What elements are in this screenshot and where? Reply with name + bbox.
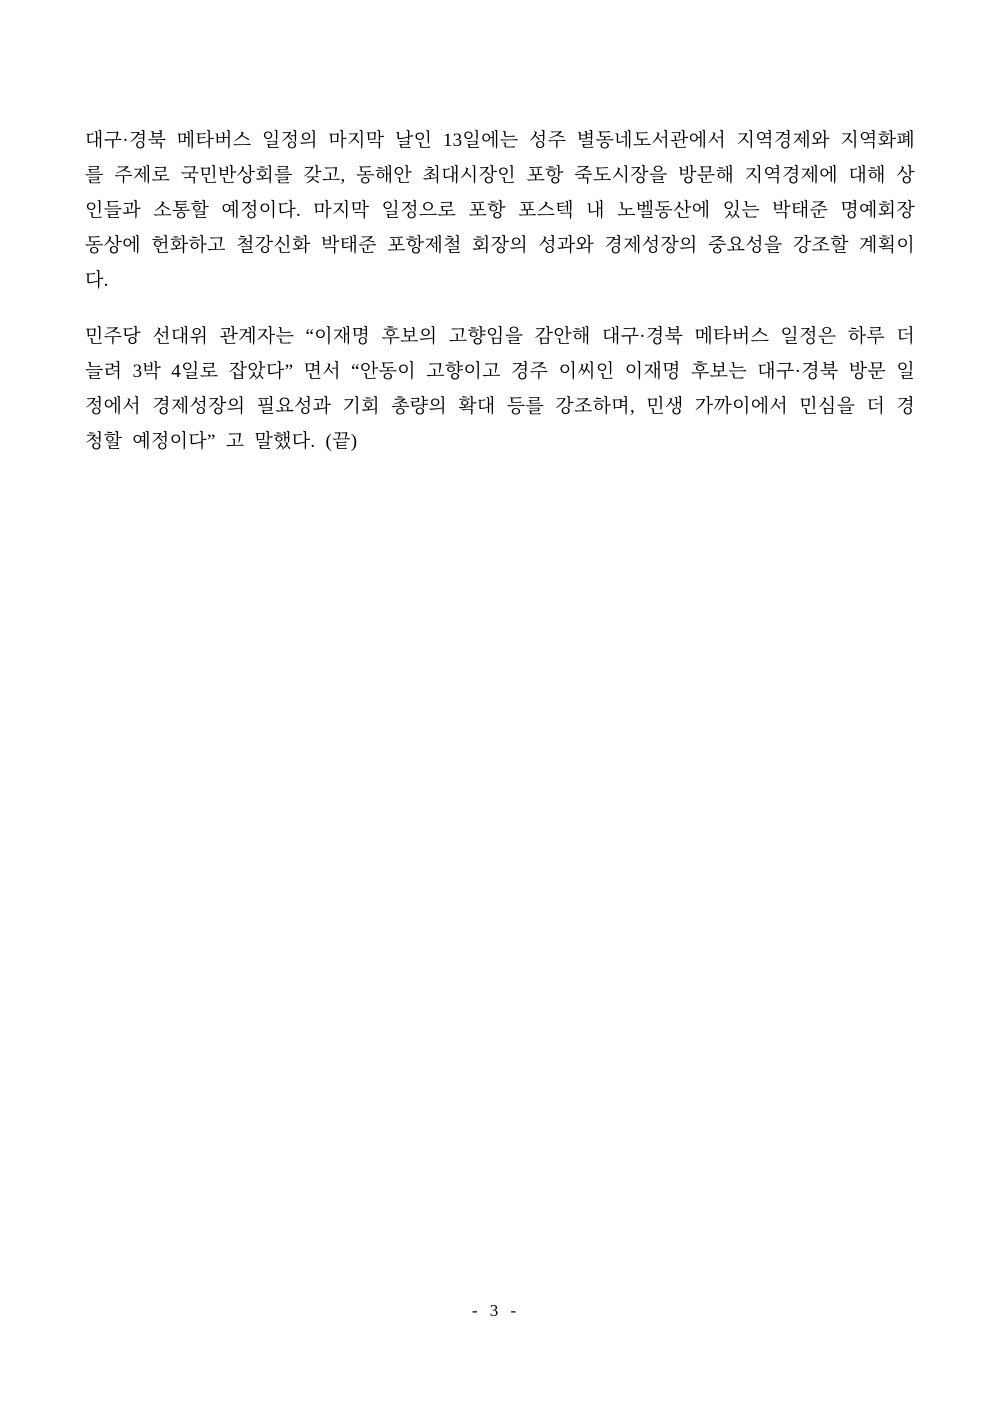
document-body bbox=[85, 123, 915, 459]
paragraph-schedule: 대구·경북 메타버스 일정의 마지막 날인 13일에는 성주 별동네도서관에서 지역경제와 지역화폐를 주제로 국민반상회를 갖고, 동해안 최대시장인 포항 죽도시장을 방문해 지역경제에 대해 상인들과 소통할 예정이다. 마지막 일정으로 포항 포스텍 내 노벨동산에 있는 박태준 명예회장 동상에 헌화하고 철강신화 박태준 포항제철 회장의 성과와 경제성장의 중요성을 강조할 계획이다. bbox=[85, 130, 915, 291]
page-number: - 3 - bbox=[471, 1301, 521, 1320]
paragraph-quote: 민주당 선대위 관계자는 “이재명 후보의 고향임을 감안해 대구·경북 메타버스 일정은 하루 더 늘려 3박 4일로 잡았다” 면서 “안동이 고향이고 경주 이씨인 이재명 후보는 대구·경북 방문 일정에서 경제성장의 필요성과 기회 총량의 확대 등를 강조하며, 민생 가까이에서 민심을 더 경청할 예정이다” 고 말했다. (끝) bbox=[85, 326, 915, 452]
